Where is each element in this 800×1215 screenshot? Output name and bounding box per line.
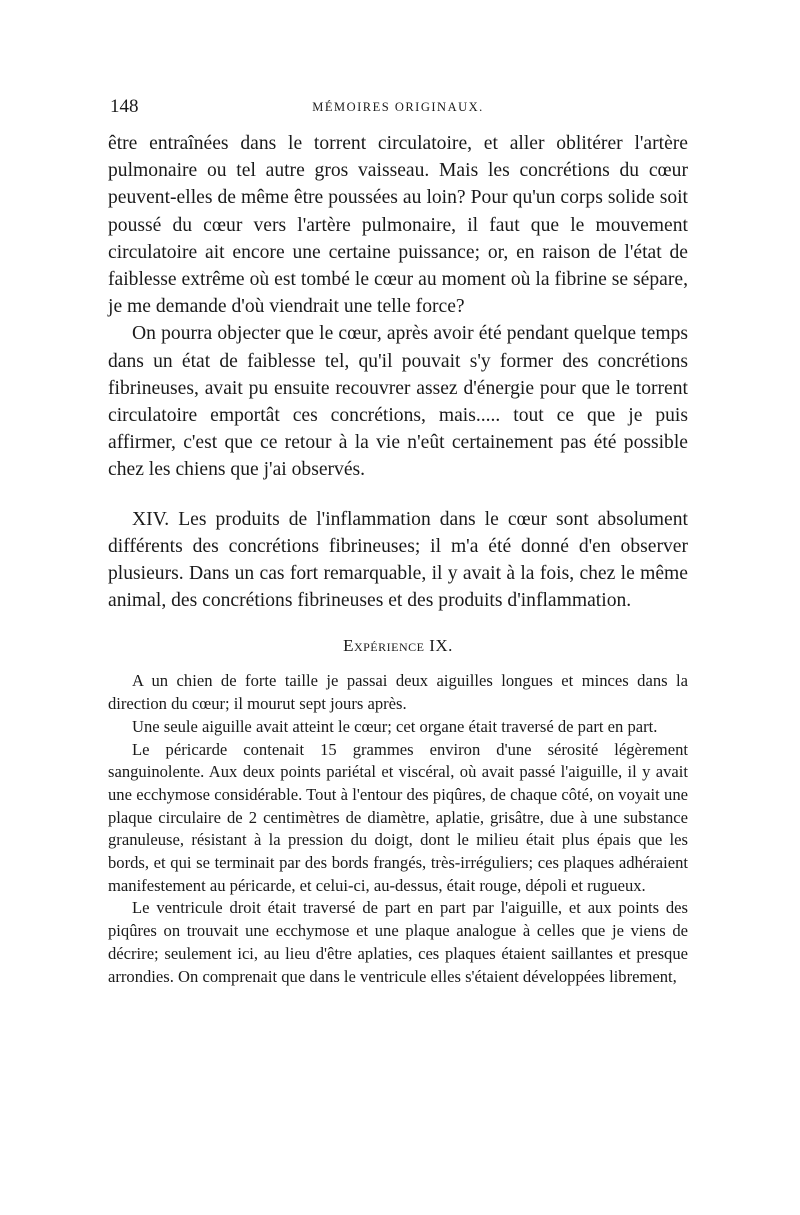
paragraph-continuation: être entraînées dans le torrent circulatoire, et aller oblitérer l'artère pulmonaire ou tel autre gros vaisseau. Mais les concrétions du cœur peuvent-elles de même être poussées au loin? Pour qu'un corps solide soit poussé du cœur vers l'artère pulmonaire, il faut que le mouvement circulatoire ait encore une certaine puissance; or, en raison de l'état de faiblesse extrême où est tombé le cœur au moment où la fibrine se sépare, je me demande d'où viendrait une telle force?: [108, 133, 688, 318]
page-number: 148: [110, 96, 139, 117]
experience-paragraph: Le péricarde contenait 15 grammes environ d'une sérosité légèrement sanguinolente. Aux deux points pariétal et viscéral, où avait passé l'aiguille, il y avait une ecchymose considérable. Tout à l'entour des piqûres, de chaque côté, on voyait une plaque circulaire de 2 centimètres de diamètre, aplatie, grisâtre, due à une substance granuleuse, résistant à la pression du doigt, dont le milieu était plus épais que les bords, et qui se terminait par des bords frangés, très-irréguliers; ces plaques adhéraient manifestement au péricarde, et celui-ci, au-dessus, était rouge, dépoli et rugueux.: [108, 739, 688, 895]
running-title: MÉMOIRES ORIGINAUX.: [312, 100, 484, 114]
main-text: [108, 130, 688, 614]
running-head: [108, 96, 688, 122]
experience-paragraph: A un chien de forte taille je passai deux aiguilles longues et minces dans la direction du cœur; il mourut sept jours après.: [108, 671, 688, 714]
experience-paragraph: Une seule aiguille avait atteint le cœur; cet organe était traversé de part en part.: [132, 716, 658, 736]
paragraph-section-xiv: XIV. Les produits de l'inflammation dans le cœur sont absolument différents des concrétions fibrineuses; il m'a été donné d'en observer plusieurs. Dans un cas fort remarquable, il y avait à la fois, chez le même animal, des concrétions fibrineuses et des produits d'inflammation.: [108, 508, 688, 612]
experience-heading: Expérience IX.: [343, 636, 453, 656]
book-page: [108, 96, 688, 988]
experience-text: [108, 670, 688, 988]
experience-paragraph: Le ventricule droit était traversé de part en part par l'aiguille, et aux points des piqûres on trouvait une ecchymose et une plaque analogue à celles que je viens de décrire; seulement ici, au lieu d'être aplaties, ces plaques étaient saillantes et presque arrondies. On comprenait que dans le ventricule elles s'étaient développées librement,: [108, 898, 688, 986]
paragraph-objection: On pourra objecter que le cœur, après avoir été pendant quelque temps dans un état de faiblesse tel, qu'il pouvait s'y former des concrétions fibrineuses, avait pu ensuite recouvrer assez d'énergie pour que le torrent circulatoire emportât ces concrétions, mais..... tout ce que je puis affirmer, c'est que ce retour à la vie n'eût certainement pas été possible chez les chiens que j'ai observés.: [108, 323, 688, 481]
section-spacer: [108, 484, 688, 506]
